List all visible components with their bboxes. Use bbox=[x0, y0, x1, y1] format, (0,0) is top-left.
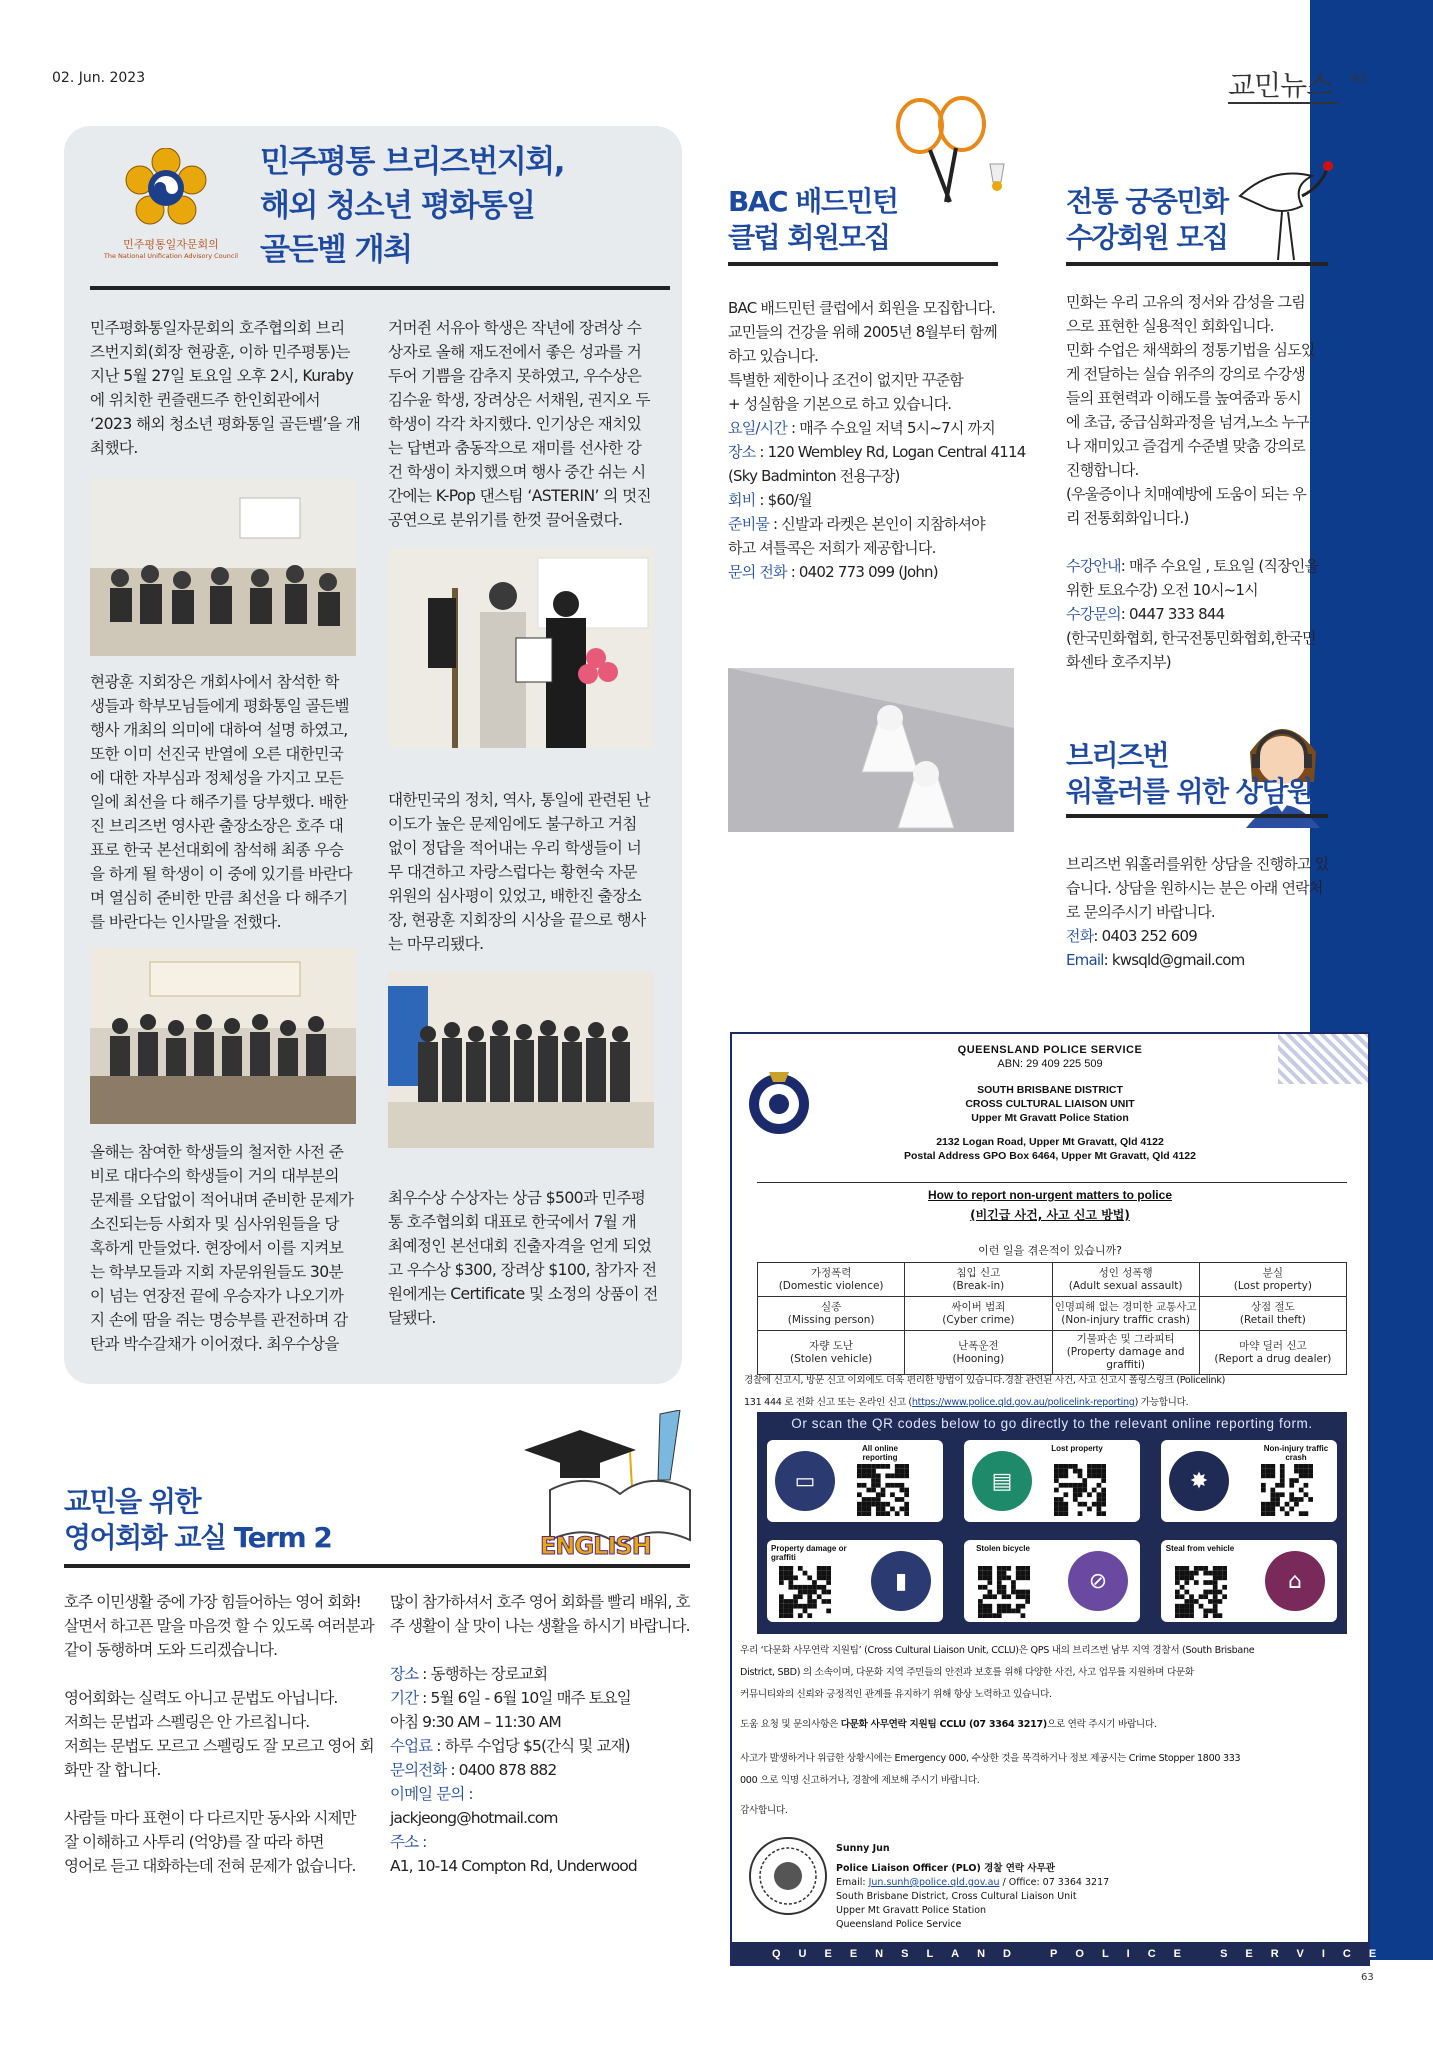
policelink-url[interactable]: https://www.police.qld.gov.au/policelink-reporting bbox=[911, 1397, 1135, 1408]
national-unification-flower-emblem-icon bbox=[122, 148, 210, 228]
qr-code[interactable] bbox=[779, 1566, 831, 1618]
article1-col2-para2: 대한민국의 정치, 역사, 통일에 관련된 난 이도가 높은 문제임에도 불구하고 거침 없이 정답을 적어내는 우리 학생들이 너 무 대견하고 자랑스럽다는 황현숙 자문 위원의 심사평이 있었고, 배한진 출장소 장, 현광훈 지회장의 시상을 끝으로 행사 는 마무리됐다. bbox=[388, 791, 650, 953]
police-org: QUEENSLAND POLICE SERVICE bbox=[957, 1044, 1143, 1056]
police-address: 2132 Logan Road, Upper Mt Gravatt, Qld 4122 bbox=[936, 1136, 1164, 1148]
officer-email-link[interactable]: Jun.sunh@police.qld.gov.au bbox=[868, 1877, 1000, 1888]
qr-card-stolen-bicycle[interactable]: Stolen bicycle ⊘ bbox=[964, 1540, 1140, 1622]
police-station: Upper Mt Gravatt Police Station bbox=[971, 1112, 1129, 1124]
cclu-text: 우리 ‘다문화 사무연락 지원팀’ (Cross Cultural Liaison Unit, CCLU)은 QPS 내의 브리즈번 남부 지역 경찰서 (South Brisbane District, SBD) 의 소속이며, 다문화 지역 주민들의 안전과 보호를 위해 다양한 사건, 사고 업무를 지원하며 다문화 커뮤니티와의 신뢰와 긍정적인 관계를 유지하기 위해 항상 노력하고 있습니다. bbox=[740, 1645, 1255, 1700]
crane-bird-icon bbox=[1232, 156, 1342, 264]
bicycle-icon: ⊘ bbox=[1068, 1551, 1128, 1611]
article3-title: 전통 궁중민화 수강회원 모집 bbox=[1066, 185, 1228, 254]
qr-code[interactable] bbox=[857, 1464, 909, 1516]
photo-award-presentation bbox=[388, 548, 654, 748]
article3-rule bbox=[1066, 262, 1328, 266]
article1-rule bbox=[90, 286, 670, 290]
officer-signature: Sunny Jun Police Liaison Officer (PLO) 경찰 연락 사무관 Email: Jun.sunh@police.qld.gov.au / Office: 07 3364 3217 South Brisbane District, Cross Cultural Liaison Unit Upper Mt Gravatt Police Station Queensland Police Service bbox=[836, 1843, 1110, 1930]
section-title: 교민뉴스 bbox=[1228, 69, 1333, 102]
qr-code-panel bbox=[757, 1412, 1347, 1634]
article4-rule bbox=[1066, 814, 1328, 818]
english-badge: ENGLISH bbox=[540, 1532, 651, 1560]
table-row: 가정폭력 (Domestic violence) 침입 신고 (Break-in) 성인 성폭행 (Adult sexual assault) 분실 (Lost property) bbox=[758, 1263, 1347, 1297]
logo-text-kr: 민주평통일자문회의 bbox=[123, 238, 219, 251]
qr-code[interactable] bbox=[1261, 1464, 1313, 1516]
police-footer-text: QUEENSLAND POLICE SERVICE bbox=[772, 1948, 1395, 1960]
thanks-text: 감사합니다. bbox=[740, 1805, 788, 1816]
wallet-icon: ▤ bbox=[972, 1451, 1032, 1511]
article4-body: 브리즈번 워홀러를위한 상담을 진행하고 있 습니다. 상담을 원하시는 분은 아래 연락처 로 문의주시기 바랍니다. 전화: 0403 252 609 Email: kwsqld@gmail.com bbox=[1066, 855, 1329, 969]
article1-title: 민주평통 브리즈번지회, 해외 청소년 평화통일 골든벨 개최 bbox=[260, 144, 565, 268]
photo-students-audience bbox=[90, 478, 356, 656]
qr-code[interactable] bbox=[1175, 1566, 1227, 1618]
article5-title: 교민을 위한 영어회화 교실 Term 2 bbox=[64, 1485, 332, 1554]
logo-text-en: The National Unification Advisory Council bbox=[103, 252, 239, 260]
bottom-page-number: 63 bbox=[1361, 1972, 1374, 1983]
incident-types-table bbox=[757, 1262, 1347, 1375]
article2-title: BAC 배드민턴 클럽 회원모집 bbox=[728, 185, 898, 254]
police-unit: CROSS CULTURAL LIAISON UNIT bbox=[965, 1098, 1135, 1110]
photo-group-seated bbox=[90, 948, 356, 1124]
article1-col2-para3: 최우수상 수상자는 상금 $500과 민주평 통 호주협의회 대표로 한국에서 7월 개 최예정인 본선대회 진출자격을 얻게 되었 고 우수상 $300, 장려상 $100, 참가자 전 원에게는 Certificate 및 소정의 상품이 전 달됐다. bbox=[388, 1189, 658, 1327]
table-row: 실종 (Missing person) 싸이버 범죄 (Cyber crime) 인명피해 없는 경미한 교통사고 (Non-injury traffic crash) 상점 절도 (Retail theft) bbox=[758, 1297, 1347, 1331]
qr-code[interactable] bbox=[1054, 1464, 1106, 1516]
section-title-rule bbox=[1228, 102, 1338, 104]
police-question: 이런 일을 겪은적이 있습니까? bbox=[978, 1244, 1122, 1257]
police-district: SOUTH BRISBANE DISTRICT bbox=[977, 1084, 1123, 1096]
monitor-icon: ▭ bbox=[775, 1451, 835, 1511]
article3-body: 민화는 우리 고유의 정서와 감성을 그림 으로 표현한 실용적인 회화입니다. 민화 수업은 채색화의 정통기법을 심도있 게 전달하는 실습 위주의 강의로 수강생 들의 표현력과 이해도를 높여줌과 동시 에 초급, 중급심화과정을 넘겨,노소 누구 나 재미있고 즐겁게 수준별 맞춤 강의로 진행합니다. (우울증이나 치매예방에 도움이 되는 우 리 전통회화입니다.) 수강안내: 매주 수요일 , 토요일 (직장인을 위한 토요수강) 오전 10시~1시 수강문의: 0447 333 844 (한국민화협회, 한국전통민화협회,한국민 화센타 호주지부) bbox=[1066, 293, 1319, 671]
qr-card-steal-from-vehicle[interactable]: Steal from vehicle ⌂ bbox=[1161, 1540, 1337, 1622]
qr-card-traffic-crash[interactable]: ✸ Non-injury traffic crash bbox=[1161, 1440, 1337, 1522]
policelink-text: 경찰에 신고시, 방문 신고 이외에도 더욱 편리한 방법이 있습니다.경찰 관련된 사건, 사고 신고시 폴링스링크 (Policelink) 131 444 로 전화 신고 또는 온라인 신고 (https://www.police.qld.gov.au/policelink-reporting) 가능합니다. bbox=[744, 1375, 1226, 1408]
table-row: 자량 도난 (Stolen vehicle) 난폭운전 (Hooning) 기물파손 및 그라피티 (Property damage and graffiti) 마약 딜러 신고 (Report a drug dealer) bbox=[758, 1331, 1347, 1375]
issue-date: 02. Jun. 2023 bbox=[52, 70, 146, 86]
qr-title: Or scan the QR codes below to go directly to the relevant online reporting form. bbox=[791, 1416, 1313, 1431]
article1-col1-para1: 민주평화통일자문회의 호주협의회 브리 즈번지회(회장 현광훈, 이하 민주평통)는 지난 5월 27일 토요일 오후 2시, Kuraby 에 위치한 퀸즐랜드주 한인회관에서 ‘2023 해외 청소년 평화통일 골든벨’을 개 최했다. bbox=[90, 319, 361, 457]
photo-group-standing bbox=[388, 972, 654, 1148]
police-heading-en: How to report non-urgent matters to police bbox=[927, 1188, 1172, 1202]
emergency-text: 사고가 발생하거나 위급한 상황시에는 Emergency 000, 수상한 것을 목격하거나 정보 제공시는 Crime Stopper 1800 333 000 으로 익명 신고하거나, 경찰에 제보해 주시기 바랍니다. bbox=[740, 1753, 1241, 1786]
car-theft-icon: ⌂ bbox=[1265, 1551, 1325, 1611]
police-abn: ABN: 29 409 225 509 bbox=[997, 1058, 1103, 1070]
article5-col1: 호주 이민생활 중에 가장 힘들어하는 영어 회화! 살면서 하고픈 말을 마음껏 할 수 있도록 여러분과 같이 동행하며 도와 드리겠습니다. 영어회화는 실력도 아니고 문법도 아닙니다. 저희는 문법과 스펠링은 안 가르칩니다. 저희는 문법도 모르고 스펠링도 잘 모르고 영어 회 화만 잘 합니다. 사람들 마다 표현이 다 다르지만 동사와 시제만 잘 이해하고 사투리 (억양)를 잘 따라 하면 영어로 듣고 대화하는데 전혀 문제가 없습니다. bbox=[64, 1593, 374, 1875]
help-text: 도움 요청 및 문의사항은 다문화 사무연락 지원팀 CCLU (07 3364 3217)으로 연락 주시기 바랍니다. bbox=[740, 1719, 1157, 1730]
badminton-rackets-icon bbox=[890, 96, 1020, 206]
article4-title: 브리즈번 워홀러를 위한 상담원 bbox=[1066, 739, 1313, 808]
qr-code[interactable] bbox=[978, 1566, 1030, 1618]
spray-can-icon: ▮ bbox=[871, 1551, 931, 1611]
page-number: 63 bbox=[1352, 72, 1366, 85]
article1-col1-para2: 현광훈 지회장은 개회사에서 참석한 학 생들과 학부모님들에게 평화통일 골든벨 행사 개최의 의미에 대하여 설명 하였고, 또한 이미 선진국 반열에 오른 대한민국 에 대한 자부심과 정체성을 가지고 모든 일에 최선을 다 해주기를 당부했다. 배한 진 브리즈번 영사관 출장소장은 호주 대 표로 한국 본선대회에 참석해 최종 우승 을 하게 될 학생이 이 중에 있기를 바란다 며 열심히 준비한 만큼 최선을 다 해주기 를 바란다는 인사말을 전했다. bbox=[90, 673, 352, 931]
article5-col2: 많이 참가하셔서 호주 영어 회화를 빨리 배워, 호 주 생활이 살 맛이 나는 생활을 하시기 바랍니다. 장소 : 동행하는 장로교회 기간 : 5월 6일 - 6월 10일 매주 토요일 아침 9:30 AM – 11:30 AM 수업료 : 하루 수업당 $5(간식 및 교재) 문의전화 : 0400 878 882 이메일 문의 : jackjeong@hotmail.com 주소 : A1, 10-14 Compton Rd, Underwood bbox=[390, 1593, 690, 1875]
article1-col1-para3: 올해는 참여한 학생들의 철저한 사전 준 비로 대다수의 학생들이 거의 대부분의 문제를 오답없이 적어내며 준비한 문제가 소진되는등 사회자 및 심사위원들을 당 혹하게 만들었다. 현장에서 이를 지켜보 는 학부모들과 지회 자문위원들도 30분 이 넘는 연장전 끝에 우승자가 나오기까 지 손에 땀을 쥐는 명승부를 관전하며 감 탄과 박수갈채가 이어졌다. 최우수상을 bbox=[90, 1143, 354, 1353]
qr-card-all-online[interactable]: ▭ All online reporting bbox=[767, 1440, 943, 1522]
police-heading-kr: (비긴급 사건, 사고 신고 방법) bbox=[970, 1208, 1130, 1222]
article2-rule bbox=[728, 262, 998, 266]
article2-body: BAC 배드민턴 클럽에서 회원을 모집합니다. 교민들의 건강을 위해 2005년 8월부터 함께 하고 있습니다. 특별한 제한이나 조건이 없지만 꾸준함 + 성실함을 기본으로 하고 있습니다. 요일/시간 : 매주 수요일 저녁 5시~7시 까지 장소 : 120 Wembley Rd, Logan Central 4114 (Sky Badminton 전용구장) 회비 : $60/월 준비물 : 신발과 라켓은 본인이 지참하셔야 하고 셔틀콕은 저희가 제공합니다. 문의 전화 : 0402 773 099 (John) bbox=[728, 299, 1026, 581]
article1-col2-para1: 거머쥔 서유아 학생은 작년에 장려상 수 상자로 올해 재도전에서 좋은 성과를 거 두어 기쁨을 감추지 못하였고, 우수상은 김수윤 학생, 장려상은 서채원, 권지오 두 학생이 각각 차지했다. 인기상은 재치있 는 답변과 춤동작으로 재미를 선사한 강 건 학생이 차지했으며 행사 중간 쉬는 시 간에는 K-Pop 댄스팀 ‘ASTERIN’ 의 멋진 공연으로 분위기를 한껏 끌어올렸다. bbox=[388, 319, 652, 529]
police-notice bbox=[730, 1032, 1395, 1966]
qr-card-lost-property[interactable]: ▤ Lost property bbox=[964, 1440, 1140, 1522]
police-postal: Postal Address GPO Box 6464, Upper Mt Gravatt, Qld 4122 bbox=[904, 1150, 1196, 1162]
police-seal-icon bbox=[748, 1836, 828, 1916]
qr-card-property-damage[interactable]: Property damage or graffiti ▮ bbox=[767, 1540, 943, 1622]
photo-shuttlecocks bbox=[728, 668, 1014, 832]
article5-rule bbox=[64, 1564, 690, 1568]
car-crash-icon: ✸ bbox=[1169, 1451, 1229, 1511]
